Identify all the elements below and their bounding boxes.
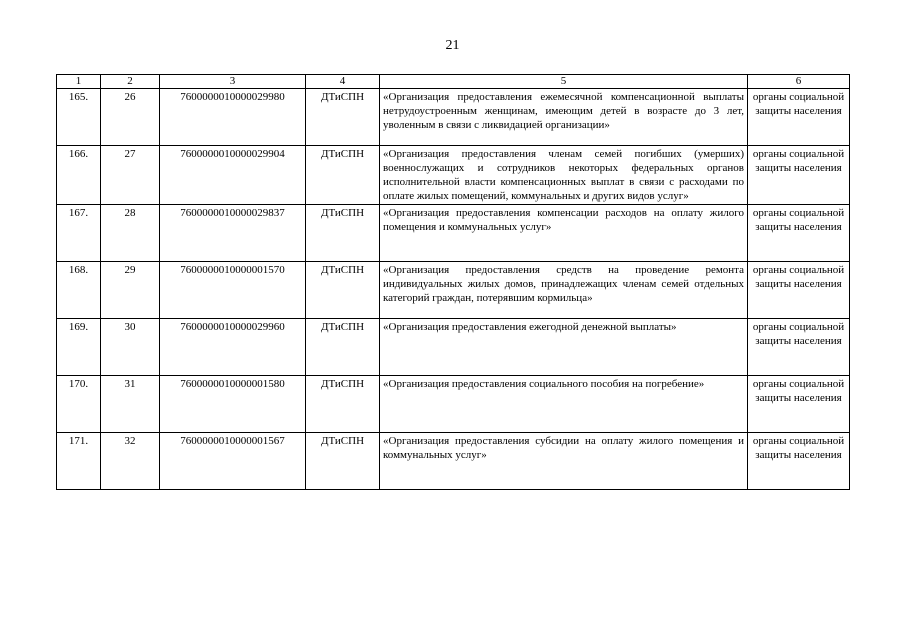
row-number: 171. (57, 433, 101, 490)
service-name: «Организация предоставления компенсации расходов на оплату жилого помещения и коммунальных услуг» (380, 205, 748, 262)
column-header: 6 (748, 75, 850, 89)
service-name: «Организация предоставления субсидии на оплату жилого помещения и коммунальных услуг» (380, 433, 748, 490)
column-header: 1 (57, 75, 101, 89)
responsible-organ: органы социальной защиты населения (748, 146, 850, 205)
row-subnumber: 27 (101, 146, 160, 205)
row-number: 168. (57, 262, 101, 319)
row-number: 170. (57, 376, 101, 433)
department: ДТиСПН (306, 433, 380, 490)
row-subnumber: 30 (101, 319, 160, 376)
row-subnumber: 26 (101, 89, 160, 146)
department: ДТиСПН (306, 205, 380, 262)
department: ДТиСПН (306, 319, 380, 376)
table-row (57, 205, 850, 262)
table-row (57, 319, 850, 376)
column-header: 3 (160, 75, 306, 89)
row-number: 167. (57, 205, 101, 262)
row-subnumber: 29 (101, 262, 160, 319)
table-row (57, 262, 850, 319)
row-subnumber: 31 (101, 376, 160, 433)
row-number: 165. (57, 89, 101, 146)
service-name: «Организация предоставления социального пособия на погребение» (380, 376, 748, 433)
service-code: 7600000010000029837 (160, 205, 306, 262)
service-code: 7600000010000029980 (160, 89, 306, 146)
department: ДТиСПН (306, 376, 380, 433)
column-header: 2 (101, 75, 160, 89)
service-name: «Организация предоставления членам семей погибших (умерших) военнослужащих и сотрудников некоторых федеральных органов исполнительной власти компенсационных выплат в связи с расходами по оплате жилых помещений, коммунальных и других видов услуг» (380, 146, 748, 205)
responsible-organ: органы социальной защиты населения (748, 376, 850, 433)
row-subnumber: 28 (101, 205, 160, 262)
table-row (57, 146, 850, 205)
responsible-organ: органы социальной защиты населения (748, 205, 850, 262)
column-header: 4 (306, 75, 380, 89)
service-code: 7600000010000001580 (160, 376, 306, 433)
page-number: 21 (445, 38, 460, 53)
responsible-organ: органы социальной защиты населения (748, 319, 850, 376)
services-table (56, 74, 850, 490)
column-header: 5 (380, 75, 748, 89)
department: ДТиСПН (306, 262, 380, 319)
row-number: 169. (57, 319, 101, 376)
row-number: 166. (57, 146, 101, 205)
table-header-row (57, 75, 850, 89)
row-subnumber: 32 (101, 433, 160, 490)
responsible-organ: органы социальной защиты населения (748, 433, 850, 490)
department: ДТиСПН (306, 146, 380, 205)
service-code: 7600000010000001567 (160, 433, 306, 490)
table-row (57, 89, 850, 146)
service-name: «Организация предоставления средств на проведение ремонта индивидуальных жилых домов, принадлежащих членам семей отдельных категорий граждан, потерявшим кормильца» (380, 262, 748, 319)
responsible-organ: органы социальной защиты населения (748, 89, 850, 146)
responsible-organ: органы социальной защиты населения (748, 262, 850, 319)
service-name: «Организация предоставления ежемесячной компенсационной выплаты нетрудоустроенным женщинам, имеющим детей в возрасте до 3 лет, уволенным в связи с ликвидацией организации» (380, 89, 748, 146)
service-code: 7600000010000029904 (160, 146, 306, 205)
service-code: 7600000010000001570 (160, 262, 306, 319)
department: ДТиСПН (306, 89, 380, 146)
table-row (57, 376, 850, 433)
service-name: «Организация предоставления ежегодной денежной выплаты» (380, 319, 748, 376)
table-row (57, 433, 850, 490)
service-code: 7600000010000029960 (160, 319, 306, 376)
